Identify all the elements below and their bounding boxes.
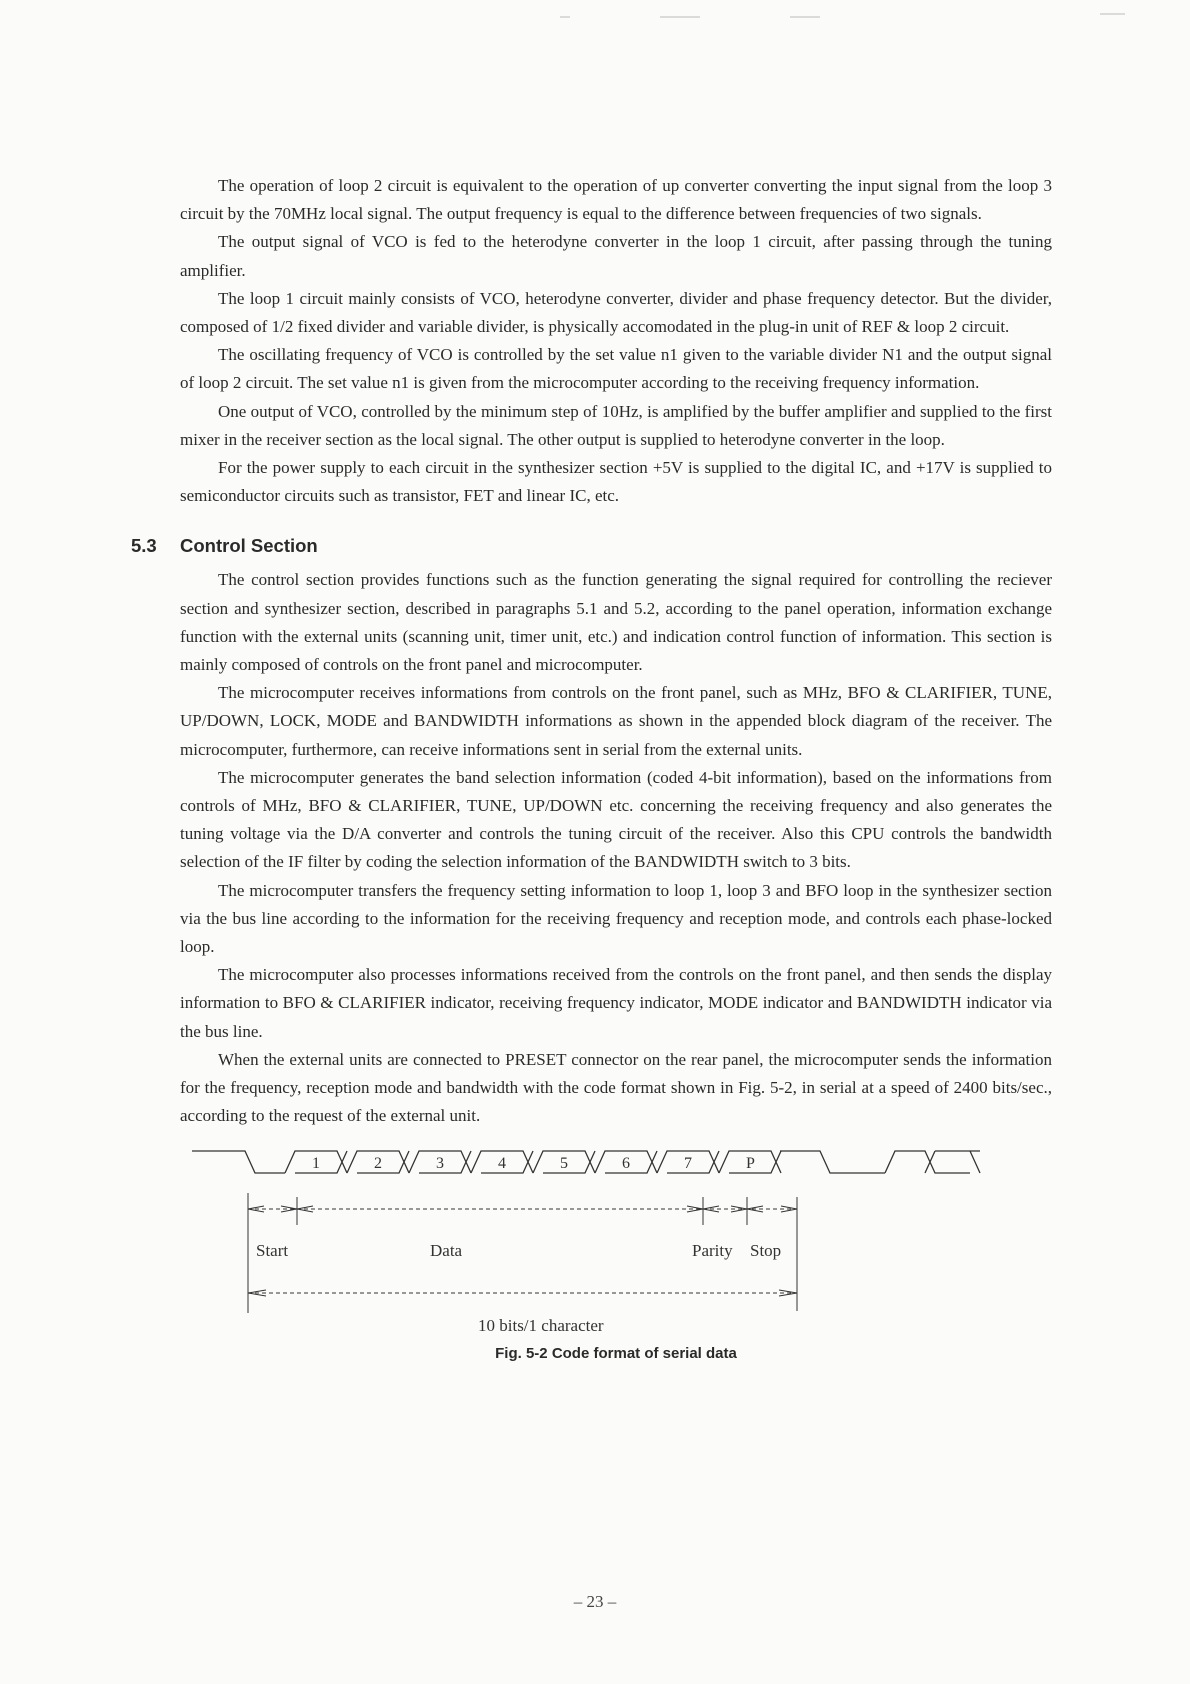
figure-caption: Fig. 5-2 Code format of serial data [495, 1344, 737, 1362]
body-paragraph: The microcomputer also processes informations received from the controls on the front panel, and then sends the display information to BFO & CLARIFIER indicator, receiving frequency indicator, MODE indicator and BANDWIDTH indicator via the bus line. [180, 965, 1052, 1041]
total-bits-label: 10 bits/1 character [478, 1315, 604, 1335]
body-paragraph: The microcomputer receives informations from controls on the front panel, such as MHz, BFO & CLARIFIER, TUNE, UP/DOWN, LOCK, MODE and BANDWIDTH informations as shown in the appended block diagram of the receiver. The microcomputer, furthermore, can receive informations sent in serial from the external units. [180, 683, 1052, 759]
signal-line [192, 1151, 285, 1173]
body-paragraph: The microcomputer generates the band selection information (coded 4-bit information), based on the informations from controls of MHz, BFO & CLARIFIER, TUNE, UP/DOWN etc. concerning the receiving frequency and also generates the tuning voltage via the D/A converter and controls the tuning circuit of the receiver. Also this CPU controls the bandwidth selection of the IF filter by coding the selection information of the BANDWIDTH switch to 3 bits. [180, 767, 1052, 872]
loop-circuit-paragraphs [180, 172, 1052, 510]
start-label: Start [256, 1240, 289, 1260]
body-paragraph: The loop 1 circuit mainly consists of VCO, heterodyne converter, divider and phase frequency detector. But the divider, composed of 1/2 fixed divider and variable divider, is physically accomodated in the plug-in unit of REF & loop 2 circuit. [180, 288, 1052, 337]
data-label: Data [430, 1240, 463, 1260]
bit-label: 3 [436, 1154, 444, 1172]
page-content [131, 172, 1052, 1385]
section-number: 5.3 [131, 535, 157, 557]
parity-label: Parity [692, 1240, 733, 1260]
body-paragraph: For the power supply to each circuit in the synthesizer section +5V is supplied to the digital IC, and +17V is supplied to semiconductor circuits such as transistor, FET and linear IC, etc. [180, 458, 1052, 506]
body-paragraph: The control section provides functions such as the function generating the signal required for controlling the reciever section and synthesizer section, described in paragraphs 5.1 and 5.2, according to the panel operation, information exchange function with the external units (scanning unit, timer unit, etc.) and indication control function of information. This section is mainly composed of controls on the front panel and microcomputer. [180, 570, 1052, 675]
bit-label: 7 [684, 1154, 692, 1172]
bit-label: 1 [312, 1154, 320, 1172]
bit-label: 5 [560, 1154, 568, 1172]
next-character [885, 1151, 980, 1173]
bit-label: 4 [498, 1154, 506, 1172]
body-paragraph: When the external units are connected to PRESET connector on the rear panel, the microcomputer sends the information for the frequency, reception mode and bandwidth with the code format shown in Fig. 5-2, in serial at a speed of 2400 bits/sec., according to the request of the external unit. [180, 1049, 1052, 1126]
control-section-paragraphs [180, 566, 1052, 1130]
body-paragraph: The output signal of VCO is fed to the heterodyne converter in the loop 1 circuit, after passing through the tuning amplifier. [180, 232, 1052, 280]
stop-label: Stop [750, 1240, 782, 1260]
body-paragraph: The microcomputer transfers the frequency setting information to loop 1, loop 3 and BFO loop in the synthesizer section via the bus line according to the information for the receiving frequency and reception mode, and controls each phase-locked loop. [180, 880, 1052, 957]
body-paragraph: One output of VCO, controlled by the minimum step of 10Hz, is amplified by the buffer amplifier and supplied to the first mixer in the receiver section as the local signal. The other output is supplied to heterodyne converter in the loop. [180, 401, 1052, 449]
section-title: Control Section [180, 535, 318, 557]
bit-label: P [746, 1154, 755, 1172]
section-heading [131, 532, 1052, 560]
bit-label: 6 [622, 1154, 630, 1172]
serial-data-figure [180, 1145, 1052, 1385]
body-paragraph: The oscillating frequency of VCO is controlled by the set value n1 given to the variable divider N1 and the output signal of loop 2 circuit. The set value n1 is given from the microcomputer according to the receiving frequency information. [180, 345, 1052, 393]
page-number: – 23 – [573, 1592, 617, 1611]
bit-label: 2 [374, 1154, 382, 1172]
body-paragraph: The operation of loop 2 circuit is equivalent to the operation of up converter converting the input signal from the loop 3 circuit by the 70MHz local signal. The output frequency is equal to the difference between frequencies of two signals. [180, 176, 1052, 224]
scan-marks [0, 0, 1190, 40]
serial-data-timing-diagram [180, 1145, 1052, 1345]
stop-bit-line [780, 1151, 885, 1173]
